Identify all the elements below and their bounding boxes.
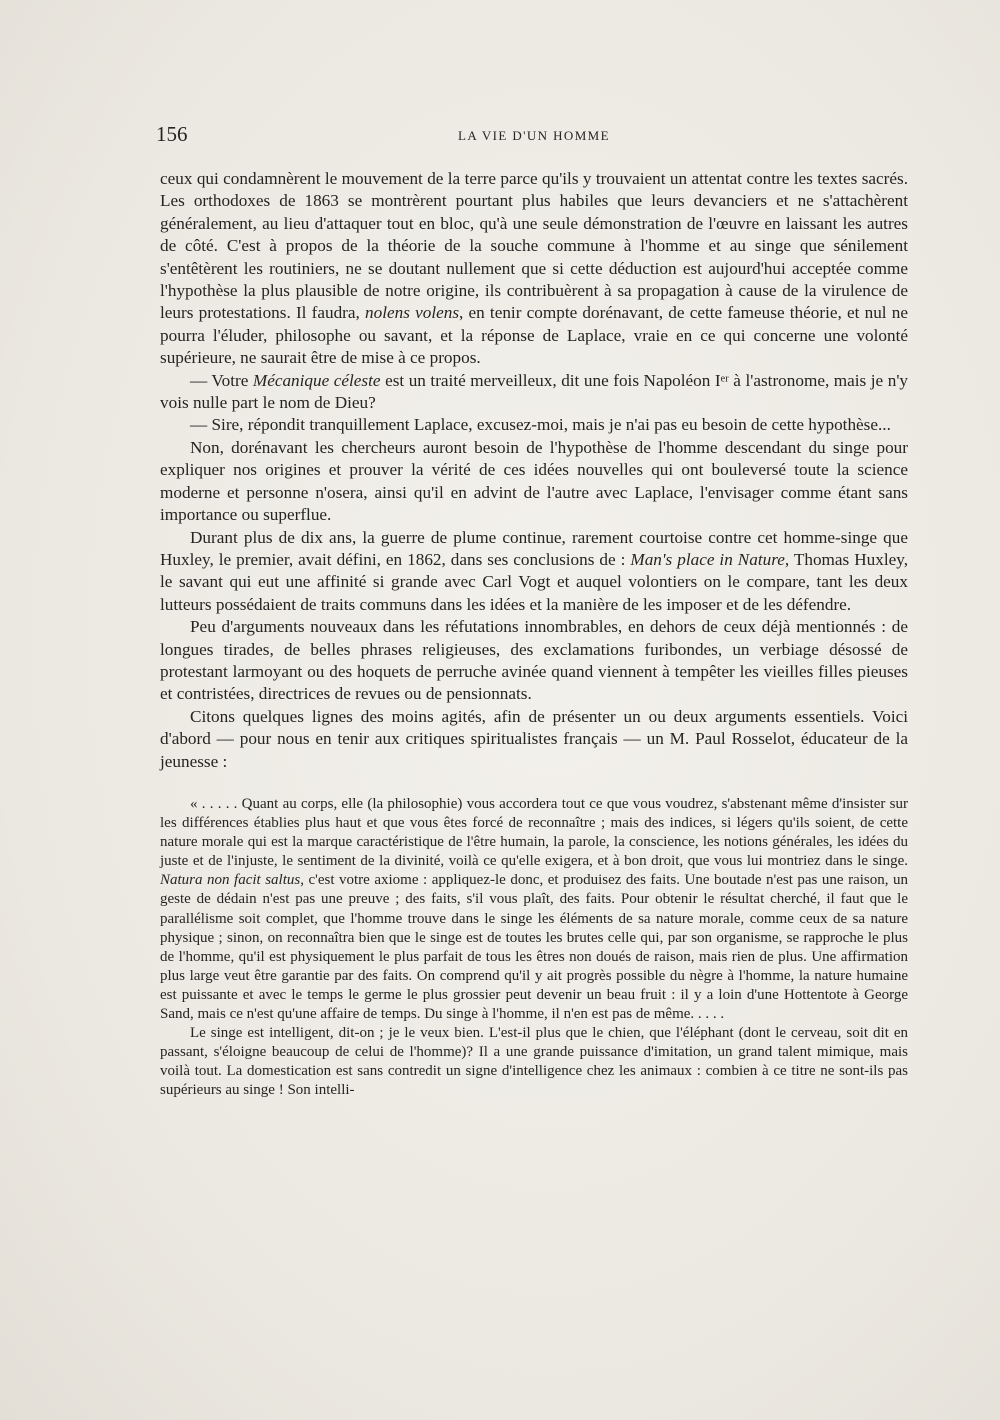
text-segment: est un traité merveilleux, dit une fois Napoléon Iᵉʳ à l'astronome, mais je n'y vois nulle part le nom de Dieu? — [160, 370, 909, 413]
text-segment: Non, dorénavant les chercheurs auront besoin de l'hypothèse de l'homme descendant du singe pour expliquer nos origines et prouver la vérité de ces idées nouvelles qui ont bouleversé toute la science moderne et personne n'osera, ainsi qu'il en advint de l'autre avec Laplace, l'envisager comme étant sans importance ou superflue. — [160, 437, 908, 525]
quotation-block — [160, 795, 908, 1101]
text-segment: « . . . . . Quant au corps, elle (la philosophie) vous accordera tout ce que vous voudrez, s'abstenant même d'insister sur les différences établies plus haut et que vous êtes forcé de reconnaître ; mais des indices, si légers qu'ils soient, de cette nature morale qui est la marque caractéristique de l'être humain, la parole, la conscience, les notions générales, les idées du juste et de l'injuste, le sentiment de la divinité, voilà ce qu'elle exigera, et à bon droit, que vous lui montriez dans le singe. — [160, 795, 908, 870]
paragraph — [160, 370, 908, 415]
text-segment: Durant plus de dix ans, la guerre de plume continue, rarement courtoise contre cet homme-singe que Huxley, le premier, avait défini, en 1862, dans ses conclusions de : — [160, 527, 908, 569]
italic-text: Mécanique céleste — [252, 370, 381, 390]
page-number: 156 — [156, 122, 188, 146]
text-segment: , Thomas Huxley, le savant qui eut une affinité si grande avec Carl Vogt et auquel volontiers on le compare, tant les deux lutteurs possédaient de traits communs dans les idées et la manière de les imposer et de les défendre. — [160, 549, 908, 614]
italic-text: nolens volens — [365, 303, 460, 323]
paragraph — [160, 706, 908, 773]
text-segment: , en tenir compte dorénavant, de cette fameuse théorie, et nul ne pourra l'éluder, philosophe ou savant, et la réponse de Laplace, vraie en ce qui concerne une volonté supérieure, ne saurait être de mise à ce propos. — [160, 303, 908, 368]
text-segment: Citons quelques lignes des moins agités, afin de présenter un ou deux arguments essentiels. Voici d'abord — pour nous en tenir aux critiques spiritualistes français — un M. Paul Rosselot, éducateur de la jeunesse : — [160, 706, 908, 771]
quote-paragraph — [160, 1024, 908, 1100]
text-segment: — Sire, répondit tranquillement Laplace, excusez-moi, mais je n'ai pas eu besoin de cette hypothèse... — [190, 415, 891, 435]
paragraph — [160, 527, 908, 617]
text-segment: , c'est votre axiome : appliquez-le donc, et produisez des faits. Une boutade n'est pas une raison, un geste de dédain n'est pas une preuve ; des faits, s'il vous plaît, des faits. Pour obtenir le résultat cherché, il faut que le parallélisme soit complet, que l'homme trouve dans le singe les éléments de sa nature morale, comme ceux de sa nature physique ; sinon, on reconnaîtra bien que le singe est de toutes les brutes celle qui, par son organisme, se rapproche le plus de l'homme, qu'il est physiquement le plus parfait de tous les êtres non doués de raison, mais rien de plus. Une affirmation plus large veut être garantie par des faits. On comprend qu'il y ait progrès possible du nègre à l'homme, la nature humaine est puissante et avec le temps le germe le plus grossier peut devenir un beau fruit : il y a loin d'une Hottentote à George Sand, mais ce n'est qu'une affaire de temps. Du singe à l'homme, il n'en est pas de même. . . . . — [160, 872, 908, 1022]
text-segment: Peu d'arguments nouveaux dans les réfutations innombrables, en dehors de ceux déjà mentionnés : de longues tirades, de belles phrases religieuses, des exclamations furibondes, un verbiage désossé de protestant larmoyant ou des hoquets de perruche avinée quand viennent à tempêter les vieilles filles pieuses et contristées, directrices de revues ou de pensionnats. — [160, 617, 908, 704]
italic-text: Natura non facit saltus — [160, 872, 301, 889]
paragraph — [160, 616, 908, 706]
paragraph — [160, 414, 908, 436]
quote-paragraph — [160, 795, 908, 1024]
body-text — [160, 168, 908, 773]
paragraph — [160, 437, 908, 527]
text-segment: Le singe est intelligent, dit-on ; je le veux bien. L'est-il plus que le chien, que l'éléphant (dont le cerveau, soit dit en passant, s'éloigne beaucoup de celui de l'homme)? Il a une grande puissance d'imitation, un grand talent mimique, mais voilà tout. La domestication est sans contredit un signe d'intelligence chez les animaux : combien à ce titre ne sont-ils pas supérieurs au singe ! Son intelli- — [160, 1025, 908, 1099]
running-title: LA VIE D'UN HOMME — [458, 128, 610, 143]
text-segment: ceux qui condamnèrent le mouvement de la terre parce qu'ils y trouvaient un attentat contre les textes sacrés. Les orthodoxes de 1863 se montrèrent pourtant plus habiles que leurs devanciers et ne s'attachèrent généralement, au lieu d'attaquer tout en bloc, qu'à une seule démonstration de l'œuvre en laissant les autres de côté. C'est à propos de la théorie de la souche commune à l'homme et au singe que sénilement s'entêtèrent les routiniers, ne se doutant nullement que si cette déduction est aujourd'hui acceptée comme l'hypothèse la plus plausible de notre origine, ils contribuèrent à sa propagation à cause de la virulence de leurs protestations. Il faudra, — [160, 169, 908, 323]
italic-text: Man's place in Nature — [630, 549, 785, 569]
page-header — [156, 122, 908, 156]
paragraph — [160, 168, 908, 370]
text-segment: — Votre — [190, 370, 253, 390]
